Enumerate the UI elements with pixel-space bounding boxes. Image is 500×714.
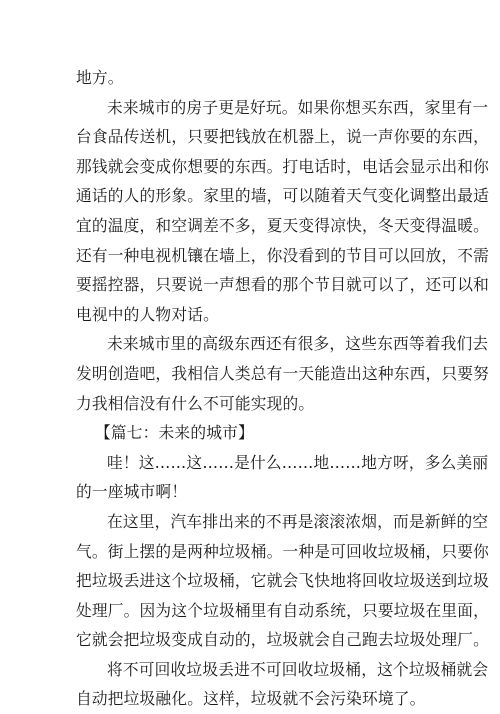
text-line: 的一座城市啊！ (76, 482, 188, 502)
text-line: 处理厂。因为这个垃圾桶里有自动系统，只要垃圾在里面， (76, 600, 490, 620)
section-heading: 【篇七：未来的城市】 (95, 423, 254, 443)
essay-body (76, 63, 490, 714)
text-line: 要摇控器，只要说一声想看的那个节目就可以了，还可以和 (76, 275, 490, 295)
text-line: 发明创造吧，我相信人类总有一天能造出这种东西，只要努 (76, 363, 490, 383)
paragraph-start-line: 未来城市里的高级东西还有很多，这些东西等着我们去 (107, 334, 489, 354)
text-line: 力我相信没有什么不可能实现的。 (76, 393, 315, 413)
text-line: 电视中的人物对话。 (76, 304, 219, 324)
paragraph-start-line: 将不可回收垃圾丢进不可回收垃圾桶，这个垃圾桶就会 (107, 659, 489, 679)
text-line: 还有一种电视机镶在墙上，你没看到的节目可以回放，不需 (76, 245, 490, 265)
text-line: 气。街上摆的是两种垃圾桶。一种是可回收垃圾桶，只要你 (76, 541, 490, 561)
text-line: 那钱就会变成你想要的东西。打电话时，电话会显示出和你 (76, 156, 490, 176)
text-line: 自动把垃圾融化。这样，垃圾就不会污染环境了。 (76, 689, 426, 709)
paragraph-start-line: 哇！这……这……是什么……地……地方呀，多么美丽 (107, 452, 489, 472)
text-line: 台食品传送机，只要把钱放在机器上，说一声你要的东西， (76, 127, 490, 147)
text-line: 把垃圾丢进这个垃圾桶，它就会飞快地将回收垃圾送到垃圾 (76, 571, 490, 591)
text-line: 通话的人的形象。家里的墙，可以随着天气变化调整出最适 (76, 186, 490, 206)
paragraph-start-line: 未来城市的房子更是好玩。如果你想买东西，家里有一 (107, 97, 489, 117)
text-line: 它就会把垃圾变成自动的，垃圾就会自己跑去垃圾处理厂。 (76, 630, 490, 650)
text-line: 宜的温度，和空调差不多，夏天变得凉快，冬天变得温暖。 (76, 215, 490, 235)
text-line: 地方。 (76, 68, 124, 87)
paragraph-start-line: 在这里，汽车排出来的不再是滚滚浓烟，而是新鲜的空 (107, 511, 489, 531)
